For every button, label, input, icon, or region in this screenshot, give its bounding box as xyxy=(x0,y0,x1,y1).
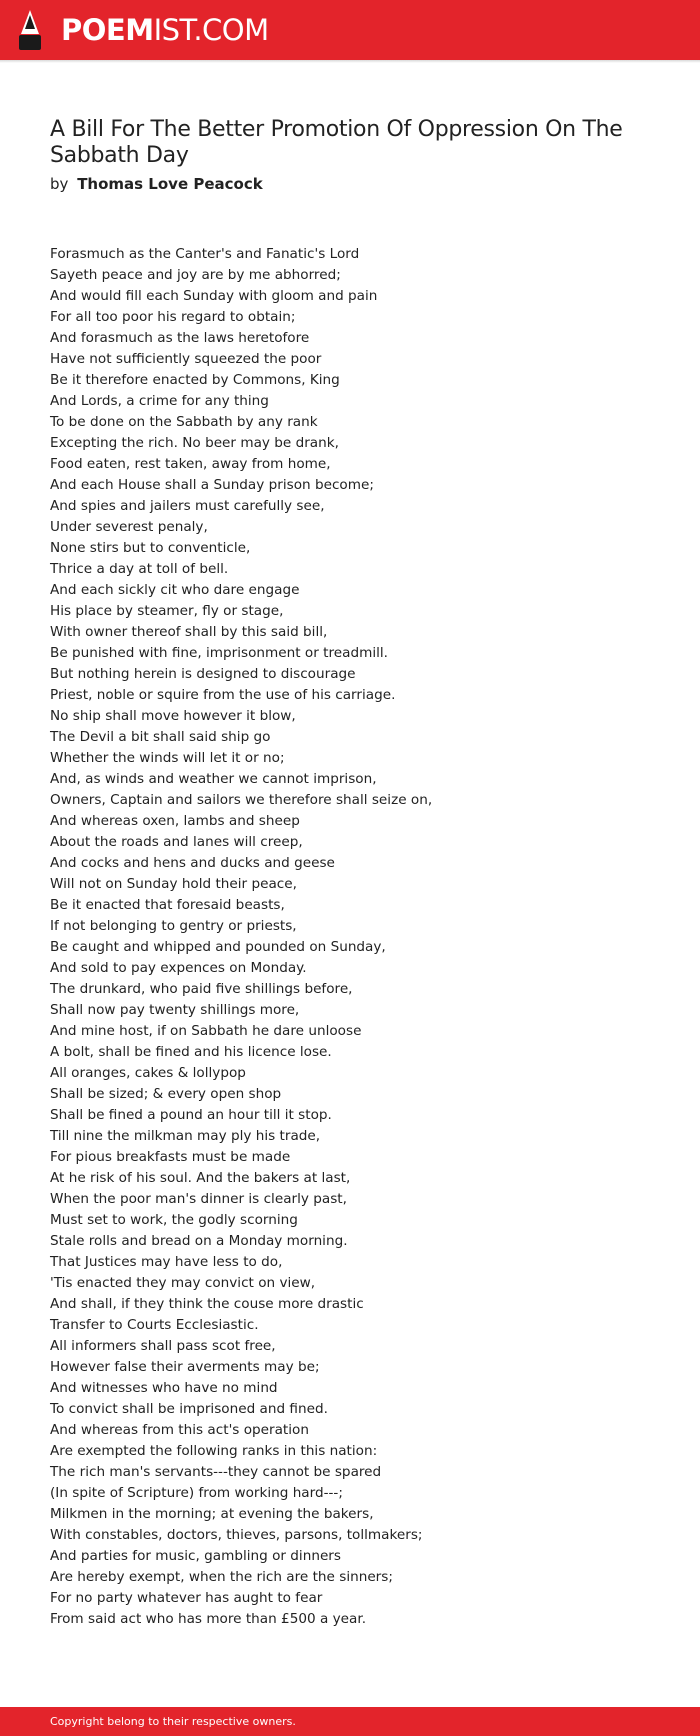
poem-line: With owner thereof shall by this said bill, xyxy=(50,624,328,640)
poem-line: And forasmuch as the laws heretofore xyxy=(50,330,310,346)
poem-line: When the poor man's dinner is clearly past, xyxy=(50,1191,347,1207)
poem-line: About the roads and lanes will creep, xyxy=(50,834,303,850)
logo-light-text: IST.COM xyxy=(153,13,269,47)
poem-line: The drunkard, who paid five shillings before, xyxy=(50,981,353,997)
poem-line: Shall now pay twenty shillings more, xyxy=(50,1002,300,1018)
poem-line: And whereas from this act's operation xyxy=(50,1422,309,1438)
poem-line: And shall, if they think the couse more drastic xyxy=(50,1296,364,1312)
poem-line: And parties for music, gambling or dinners xyxy=(50,1548,341,1564)
poem-line: If not belonging to gentry or priests, xyxy=(50,918,297,934)
poem-line: Have not sufficiently squeezed the poor xyxy=(50,351,322,367)
poem-line: However false their averments may be; xyxy=(50,1359,320,1375)
poem-line: Milkmen in the morning; at evening the bakers, xyxy=(50,1506,374,1522)
poem-line: All informers shall pass scot free, xyxy=(50,1338,276,1354)
poem-line: And would fill each Sunday with gloom and pain xyxy=(50,288,378,304)
poem-line: Be caught and whipped and pounded on Sunday, xyxy=(50,939,386,955)
poem-line: Excepting the rich. No beer may be drank, xyxy=(50,435,339,451)
poem-line: The rich man's servants---they cannot be spared xyxy=(50,1464,382,1480)
poem-line: No ship shall move however it blow, xyxy=(50,708,296,724)
poem-line: 'Tis enacted they may convict on view, xyxy=(50,1275,316,1291)
site-header xyxy=(0,0,700,60)
poem-line: Must set to work, the godly scorning xyxy=(50,1212,298,1228)
poem-line: Will not on Sunday hold their peace, xyxy=(50,876,297,892)
copyright-text: Copyright belong to their respective owners. xyxy=(50,1715,296,1728)
poem-line: From said act who has more than £500 a year. xyxy=(50,1611,367,1627)
poem-line: And mine host, if on Sabbath he dare unloose xyxy=(50,1023,362,1039)
poem-line: At he risk of his soul. And the bakers at last, xyxy=(50,1170,351,1186)
poem-line: A bolt, shall be fined and his licence lose. xyxy=(50,1044,332,1060)
poem-line: But nothing herein is designed to discourage xyxy=(50,666,356,682)
by-label: by xyxy=(50,175,69,193)
poem-line: And, as winds and weather we cannot imprison, xyxy=(50,771,377,787)
poem-line: For all too poor his regard to obtain; xyxy=(50,309,296,325)
poem-line: And cocks and hens and ducks and geese xyxy=(50,855,335,871)
poem-line: Forasmuch as the Canter's and Fanatic's Lord xyxy=(50,246,360,262)
logo-bold-text: POEM xyxy=(61,13,154,47)
poem-line: The Devil a bit shall said ship go xyxy=(50,729,271,745)
poem-line: Sayeth peace and joy are by me abhorred; xyxy=(50,267,341,283)
poem-line: And each sickly cit who dare engage xyxy=(50,582,300,598)
poem-line: To convict shall be imprisoned and fined. xyxy=(50,1401,328,1417)
poem-line: Shall be sized; & every open shop xyxy=(50,1086,282,1102)
poem-line: Under severest penaly, xyxy=(50,519,208,535)
poem-line: All oranges, cakes & lollypop xyxy=(50,1065,246,1081)
poem-line: And spies and jailers must carefully see, xyxy=(50,498,325,514)
poem-body xyxy=(50,244,670,1630)
poem-line: For pious breakfasts must be made xyxy=(50,1149,291,1165)
poem-line: Till nine the milkman may ply his trade, xyxy=(50,1128,321,1144)
site-footer xyxy=(0,1707,700,1736)
poem-line: Thrice a day at toll of bell. xyxy=(50,561,229,577)
pen-nib-icon[interactable] xyxy=(18,10,42,50)
poem-line: Shall be fined a pound an hour till it stop. xyxy=(50,1107,332,1123)
poem-line: Are hereby exempt, when the rich are the sinners; xyxy=(50,1569,393,1585)
site-logo[interactable] xyxy=(61,12,269,48)
poem-line: Transfer to Courts Ecclesiastic. xyxy=(50,1317,259,1333)
header-divider xyxy=(0,60,700,63)
poem-line: Be it therefore enacted by Commons, King xyxy=(50,372,340,388)
poem-line: And whereas oxen, lambs and sheep xyxy=(50,813,300,829)
poem-line: (In spite of Scripture) from working hard---; xyxy=(50,1485,343,1501)
poem-line: Stale rolls and bread on a Monday morning. xyxy=(50,1233,348,1249)
poem-line: His place by steamer, fly or stage, xyxy=(50,603,284,619)
poem-line: With constables, doctors, thieves, parsons, tollmakers; xyxy=(50,1527,423,1543)
poem-line: Owners, Captain and sailors we therefore shall seize on, xyxy=(50,792,433,808)
poem-line: And witnesses who have no mind xyxy=(50,1380,278,1396)
poem-line: And Lords, a crime for any thing xyxy=(50,393,269,409)
poem-line: Whether the winds will let it or no; xyxy=(50,750,285,766)
poem-line: And sold to pay expences on Monday. xyxy=(50,960,307,976)
poem-line: To be done on the Sabbath by any rank xyxy=(50,414,318,430)
poem-line: Be punished with fine, imprisonment or treadmill. xyxy=(50,645,388,661)
poem-line: None stirs but to conventicle, xyxy=(50,540,251,556)
poem-line: For no party whatever has aught to fear xyxy=(50,1590,323,1606)
byline xyxy=(50,173,263,195)
author-name[interactable]: Thomas Love Peacock xyxy=(77,175,263,193)
poem-line: That Justices may have less to do, xyxy=(50,1254,283,1270)
poem-line: Food eaten, rest taken, away from home, xyxy=(50,456,331,472)
poem-line: Priest, noble or squire from the use of his carriage. xyxy=(50,687,396,703)
poem-line: Are exempted the following ranks in this nation: xyxy=(50,1443,378,1459)
poem-line: And each House shall a Sunday prison become; xyxy=(50,477,374,493)
poem-title: A Bill For The Better Promotion Of Oppression On The Sabbath Day xyxy=(50,117,623,168)
poem-line: Be it enacted that foresaid beasts, xyxy=(50,897,285,913)
